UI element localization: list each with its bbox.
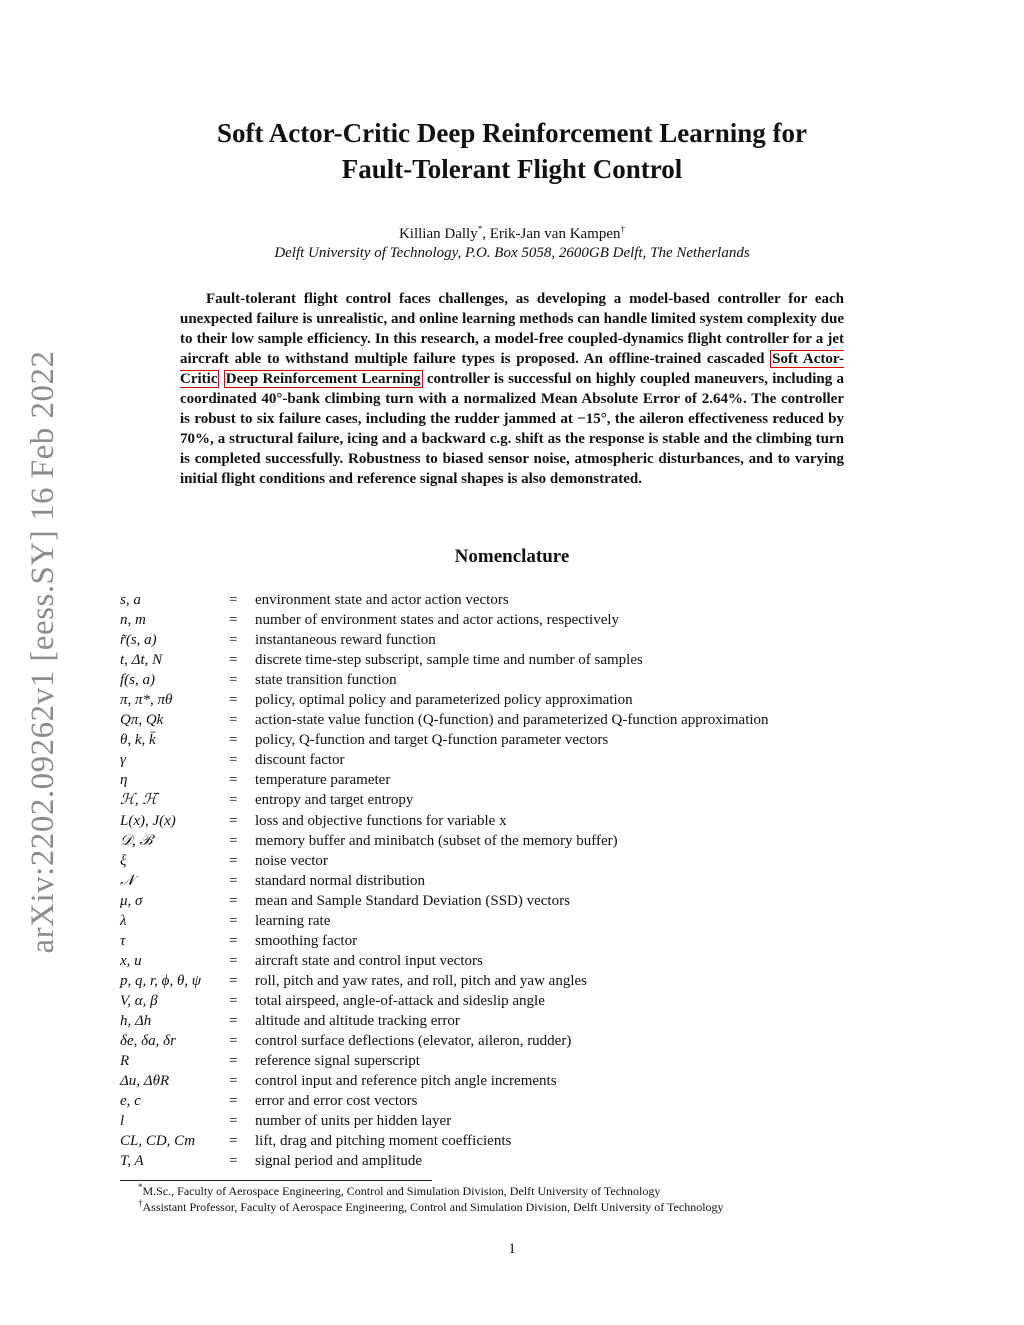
nomenclature-equals: = bbox=[229, 672, 238, 689]
author-2-footnote-mark: † bbox=[620, 224, 626, 234]
nomenclature-row bbox=[120, 871, 904, 891]
nomenclature-symbol: π, π*, πθ bbox=[120, 692, 173, 709]
nomenclature-definition: number of environment states and actor actions, respectively bbox=[255, 612, 620, 629]
nomenclature-definition: lift, drag and pitching moment coefficients bbox=[255, 1133, 512, 1150]
nomenclature-symbol: s, a bbox=[120, 592, 141, 608]
nomenclature-symbol: 𝒩 bbox=[120, 872, 135, 889]
nomenclature-row bbox=[120, 750, 904, 770]
nomenclature-definition: number of units per hidden layer bbox=[255, 1113, 452, 1130]
nomenclature-symbol: δe, δa, δr bbox=[120, 1033, 176, 1050]
nomenclature-row bbox=[120, 951, 904, 971]
footnote-mark: * bbox=[138, 1182, 143, 1192]
nomenclature-heading: Nomenclature bbox=[454, 546, 570, 567]
nomenclature-symbol: t, Δt, N bbox=[120, 652, 163, 669]
nomenclature-symbol: L(x), J(x) bbox=[120, 812, 176, 829]
nomenclature-equals: = bbox=[229, 1073, 238, 1090]
nomenclature-equals: = bbox=[229, 912, 238, 929]
nomenclature-row bbox=[120, 991, 904, 1011]
nomenclature-symbol: ξ bbox=[120, 852, 127, 869]
author-1: Killian Dally bbox=[398, 226, 478, 242]
nomenclature-symbol: x, u bbox=[120, 952, 142, 969]
authors bbox=[120, 224, 904, 244]
footnote-text: M.Sc., Faculty of Aerospace Engineering, Control and Simulation Division, Delft University of Technology bbox=[142, 1184, 661, 1198]
nomenclature-row bbox=[120, 790, 904, 810]
nomenclature-symbol: V, α, β bbox=[120, 992, 158, 1009]
nomenclature-definition: memory buffer and minibatch (subset of the memory buffer) bbox=[255, 832, 618, 849]
nomenclature-row bbox=[120, 1071, 904, 1091]
nomenclature-symbol: θ, k, k̄ bbox=[120, 732, 156, 749]
author-2: Erik-Jan van Kampen bbox=[489, 226, 621, 242]
nomenclature-row bbox=[120, 630, 904, 650]
nomenclature-symbol: λ bbox=[120, 912, 127, 929]
nomenclature-equals: = bbox=[229, 712, 238, 729]
author-1-footnote-mark: * bbox=[477, 224, 483, 234]
nomenclature-symbol: r̃(s, a) bbox=[120, 632, 157, 649]
nomenclature-row bbox=[120, 690, 904, 710]
nomenclature-equals: = bbox=[229, 1153, 238, 1170]
nomenclature-row bbox=[120, 1151, 904, 1171]
nomenclature-symbol: 𝒟, ℬ bbox=[120, 832, 153, 849]
nomenclature-row bbox=[120, 710, 904, 730]
nomenclature-row bbox=[120, 1111, 904, 1131]
nomenclature-symbol: e, c bbox=[120, 1093, 141, 1110]
nomenclature-equals: = bbox=[229, 832, 238, 849]
nomenclature-symbol: Δu, ΔθR bbox=[120, 1073, 170, 1090]
nomenclature-row bbox=[120, 971, 904, 991]
nomenclature-symbol: l bbox=[120, 1113, 125, 1130]
nomenclature-symbol: n, m bbox=[120, 612, 146, 629]
footnote bbox=[138, 1199, 898, 1215]
nomenclature-equals: = bbox=[229, 952, 238, 969]
nomenclature-equals: = bbox=[229, 1033, 238, 1050]
nomenclature-row bbox=[120, 1091, 904, 1111]
nomenclature-equals: = bbox=[229, 1093, 238, 1110]
nomenclature-equals: = bbox=[229, 1012, 238, 1029]
nomenclature-definition: total airspeed, angle-of-attack and sideslip angle bbox=[255, 992, 545, 1009]
arxiv-stamp bbox=[18, 345, 68, 960]
nomenclature-definition: loss and objective functions for variable x bbox=[255, 812, 507, 829]
author-separator: , bbox=[482, 226, 490, 242]
nomenclature-row bbox=[120, 1031, 904, 1051]
nomenclature-row bbox=[120, 831, 904, 851]
nomenclature-definition: smoothing factor bbox=[255, 932, 358, 949]
nomenclature-definition: entropy and target entropy bbox=[255, 792, 414, 809]
nomenclature-equals: = bbox=[229, 772, 238, 789]
abstract-part-1: Fault-tolerant flight control faces challenges, as developing a model-based controller for each unexpected failure is unrealistic, and online learning methods can handle limited system complexity due to their low sample efficiency. In this research, a model-free coupled-dynamics flight controller for a jet aircraft able to withstand multiple failure types is proposed. An offline-trained cascaded bbox=[180, 291, 844, 367]
nomenclature-equals: = bbox=[229, 1053, 238, 1070]
nomenclature-equals: = bbox=[229, 932, 238, 949]
nomenclature-symbol: ℋ, ℋ̄ bbox=[120, 792, 158, 809]
nomenclature-symbol: γ bbox=[120, 752, 126, 769]
nomenclature-symbol: CL, CD, Cm bbox=[120, 1133, 196, 1150]
title-line-2: Fault-Tolerant Flight Control bbox=[341, 154, 683, 184]
nomenclature-definition: action-state value function (Q-function) and parameterized Q-function approximation bbox=[255, 712, 769, 729]
nomenclature-definition: control surface deflections (elevator, aileron, rudder) bbox=[255, 1033, 572, 1050]
nomenclature-definition: signal period and amplitude bbox=[255, 1153, 423, 1170]
nomenclature-definition: learning rate bbox=[255, 912, 331, 929]
nomenclature-row bbox=[120, 891, 904, 911]
nomenclature-equals: = bbox=[229, 852, 238, 869]
footnote-mark: † bbox=[138, 1198, 143, 1208]
nomenclature-definition: standard normal distribution bbox=[255, 872, 425, 889]
nomenclature-list bbox=[120, 590, 904, 1171]
nomenclature-symbol: h, Δh bbox=[120, 1012, 152, 1029]
nomenclature-definition: discrete time-step subscript, sample time and number of samples bbox=[255, 652, 643, 669]
nomenclature-equals: = bbox=[229, 652, 238, 669]
nomenclature-row bbox=[120, 911, 904, 931]
arxiv-identifier[interactable]: arXiv:2202.09262v1 [eess.SY] 16 Feb 2022 bbox=[25, 350, 61, 954]
nomenclature-equals: = bbox=[229, 592, 238, 608]
nomenclature-definition: policy, optimal policy and parameterized policy approximation bbox=[255, 692, 633, 709]
nomenclature-definition: environment state and actor action vectors bbox=[255, 592, 509, 608]
footnote bbox=[138, 1183, 898, 1199]
nomenclature-symbol: μ, σ bbox=[120, 892, 143, 909]
nomenclature-symbol: p, q, r, ϕ, θ, ψ bbox=[120, 972, 202, 989]
nomenclature-equals: = bbox=[229, 792, 238, 809]
nomenclature-definition: control input and reference pitch angle increments bbox=[255, 1073, 557, 1090]
link-soft-actor-critic[interactable]: Soft Actor-Critic bbox=[180, 351, 845, 387]
nomenclature-symbol: Qπ, Qk bbox=[120, 712, 164, 729]
nomenclature-row bbox=[120, 1011, 904, 1031]
nomenclature-definition: temperature parameter bbox=[255, 772, 391, 789]
paper-title bbox=[120, 115, 904, 187]
link-deep-reinforcement-learning[interactable]: Deep Reinforcement Learning bbox=[225, 371, 421, 387]
nomenclature-definition: aircraft state and control input vectors bbox=[255, 952, 483, 969]
footnote-text: Assistant Professor, Faculty of Aerospace Engineering, Control and Simulation Division, Delft University of Technology bbox=[142, 1200, 724, 1214]
footnote-rule bbox=[120, 1180, 432, 1181]
nomenclature-row bbox=[120, 1051, 904, 1071]
nomenclature-symbol: T, A bbox=[120, 1153, 144, 1170]
nomenclature-definition: reference signal superscript bbox=[255, 1053, 420, 1070]
nomenclature-equals: = bbox=[229, 972, 238, 989]
nomenclature-equals: = bbox=[229, 812, 238, 829]
nomenclature-definition: roll, pitch and yaw rates, and roll, pitch and yaw angles bbox=[255, 972, 587, 989]
footnotes bbox=[138, 1183, 898, 1215]
nomenclature-row bbox=[120, 670, 904, 690]
nomenclature-row bbox=[120, 730, 904, 750]
nomenclature-equals: = bbox=[229, 692, 238, 709]
nomenclature-row bbox=[120, 811, 904, 831]
affiliation: Delft University of Technology, P.O. Box 5058, 2600GB Delft, The Netherlands bbox=[274, 245, 750, 261]
nomenclature-equals: = bbox=[229, 1113, 238, 1130]
nomenclature-definition: mean and Sample Standard Deviation (SSD) vectors bbox=[255, 892, 570, 909]
nomenclature-definition: state transition function bbox=[255, 672, 397, 689]
nomenclature-equals: = bbox=[229, 612, 238, 629]
nomenclature-row bbox=[120, 650, 904, 670]
nomenclature-row bbox=[120, 851, 904, 871]
nomenclature-symbol: τ bbox=[120, 932, 126, 949]
nomenclature-symbol: f(s, a) bbox=[120, 672, 155, 689]
nomenclature-row bbox=[120, 770, 904, 790]
nomenclature-definition: instantaneous reward function bbox=[255, 632, 436, 649]
nomenclature-equals: = bbox=[229, 992, 238, 1009]
nomenclature-symbol: η bbox=[120, 772, 128, 789]
nomenclature-row bbox=[120, 610, 904, 630]
abstract bbox=[180, 289, 844, 489]
title-line-1: Soft Actor-Critic Deep Reinforcement Learning for bbox=[216, 118, 808, 148]
nomenclature-definition: discount factor bbox=[255, 752, 345, 769]
nomenclature-row bbox=[120, 931, 904, 951]
nomenclature-equals: = bbox=[229, 732, 238, 749]
nomenclature-definition: error and error cost vectors bbox=[255, 1093, 418, 1110]
nomenclature-symbol: R bbox=[120, 1053, 130, 1070]
nomenclature-row bbox=[120, 1131, 904, 1151]
abstract-part-2: controller is successful on highly coupled maneuvers, including a coordinated 40°-bank climbing turn with a normalized Mean Absolute Error of 2.64%. The controller is robust to six failure cases, including the rudder jammed at −15°, the aileron effectiveness reduced by 70%, a structural failure, icing and a backward c.g. shift as the response is stable and the climbing turn is completed successfully. Robustness to biased sensor noise, atmospheric disturbances, and to varying initial flight conditions and reference signal shapes is also demonstrated. bbox=[180, 371, 845, 487]
nomenclature-definition: policy, Q-function and target Q-function parameter vectors bbox=[255, 732, 609, 749]
nomenclature-equals: = bbox=[229, 632, 238, 649]
nomenclature-equals: = bbox=[229, 872, 238, 889]
nomenclature-equals: = bbox=[229, 752, 238, 769]
nomenclature-equals: = bbox=[229, 892, 238, 909]
page-number: 1 bbox=[508, 1241, 516, 1257]
nomenclature-definition: noise vector bbox=[255, 852, 328, 869]
nomenclature-definition: altitude and altitude tracking error bbox=[255, 1012, 460, 1029]
nomenclature-equals: = bbox=[229, 1133, 238, 1150]
nomenclature-row bbox=[120, 590, 904, 610]
